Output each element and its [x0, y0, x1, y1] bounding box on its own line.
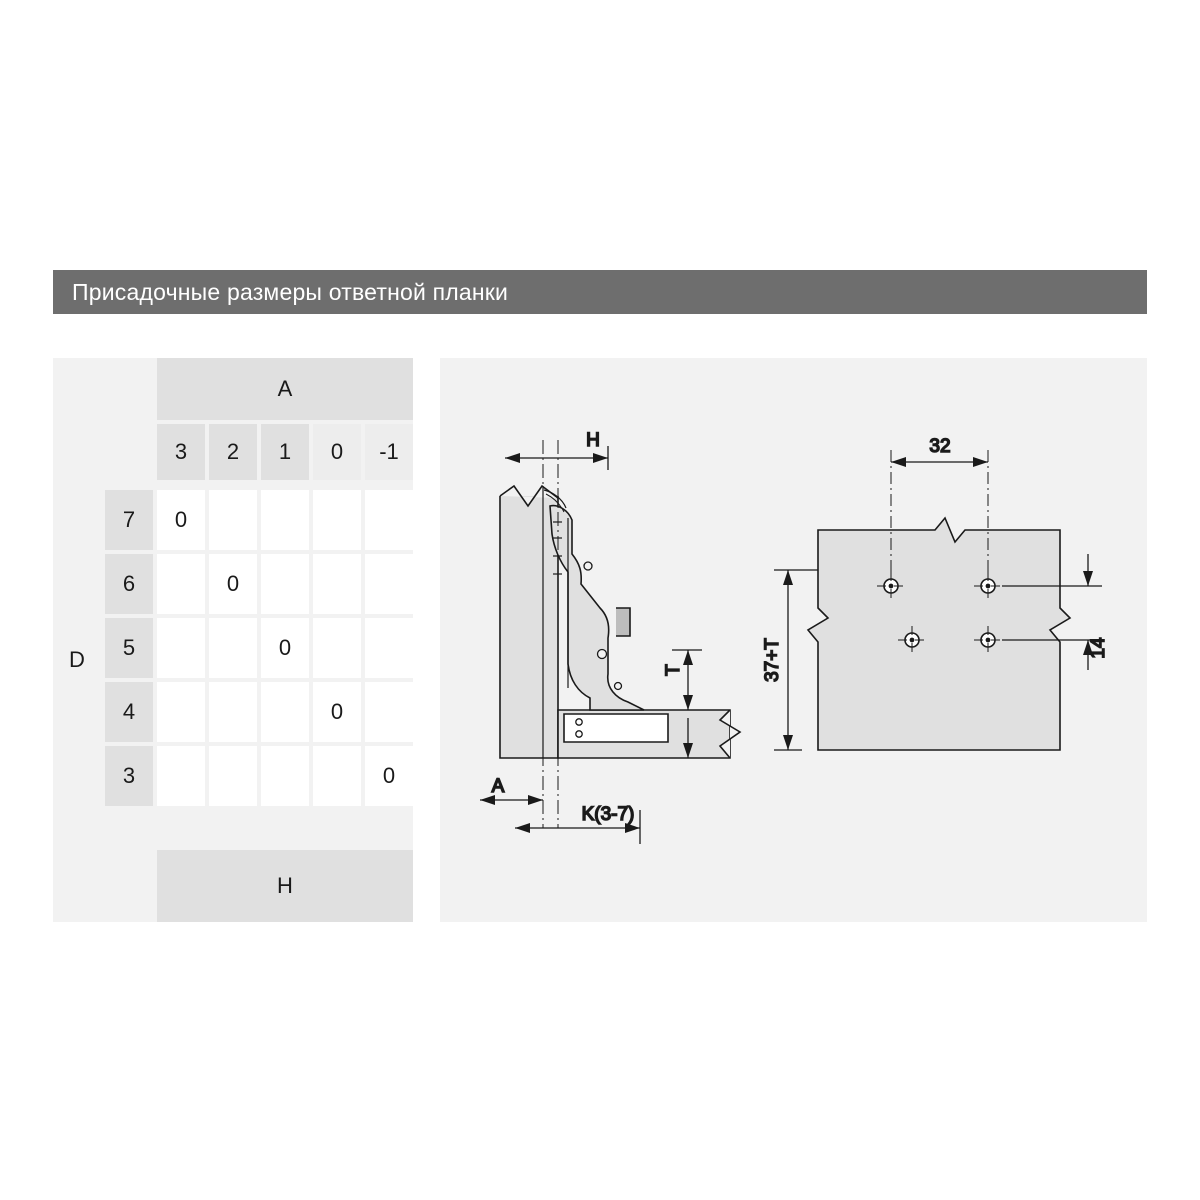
table-corner-empty — [53, 358, 153, 462]
table-bottom-label-h-text: H — [277, 873, 293, 898]
front-view-group — [762, 436, 1109, 750]
table-row-header-4 — [105, 746, 153, 806]
label-h-side: H — [586, 430, 600, 451]
table-row-header-0-label: 7 — [122, 507, 136, 532]
table-row-header-1 — [105, 554, 153, 614]
dimension-table — [53, 358, 413, 922]
table-row-header-0 — [105, 490, 153, 550]
table-cell — [209, 618, 257, 678]
table-cell — [157, 746, 205, 806]
table-row-header-3-label: 4 — [122, 699, 136, 724]
table-cell — [261, 746, 309, 806]
label-32: 32 — [929, 436, 951, 457]
table-col-header-4-label: -1 — [379, 439, 399, 464]
label-k-side: K(3-7) — [581, 804, 635, 825]
table-cell — [157, 490, 205, 550]
table-cell-value: 0 — [382, 763, 396, 788]
table-cell-value: 0 — [174, 507, 188, 532]
technical-drawing-svg — [440, 358, 1147, 922]
table-col-header-3-label: 0 — [330, 439, 344, 464]
table-cell — [209, 746, 257, 806]
table-cell — [157, 554, 205, 614]
table-cell — [365, 682, 413, 742]
table-row-group-d — [53, 490, 101, 830]
table-col-header-4 — [365, 424, 413, 480]
table-row-header-4-label: 3 — [122, 763, 136, 788]
technical-drawing-panel — [440, 358, 1147, 922]
section-title-bar — [53, 270, 1147, 314]
table-cell — [365, 490, 413, 550]
table-bottom-label-h — [157, 850, 413, 922]
table-cell — [209, 490, 257, 550]
table-cell — [313, 682, 361, 742]
table-bottom-corner — [53, 850, 153, 922]
table-cell — [313, 746, 361, 806]
table-cell — [365, 746, 413, 806]
table-cell-value: 0 — [226, 571, 240, 596]
table-cell — [313, 554, 361, 614]
table-cell — [209, 554, 257, 614]
table-cell — [209, 682, 257, 742]
table-col-group-a-label: A — [277, 376, 293, 401]
table-col-header-0-label: 3 — [174, 439, 188, 464]
table-row-group-d-label: D — [69, 647, 85, 672]
side-view-group — [480, 430, 740, 844]
table-row-header-3 — [105, 682, 153, 742]
table-col-group-a — [157, 358, 413, 420]
label-37-plus-t: 37+T — [762, 638, 783, 682]
table-row-header-1-label: 6 — [122, 571, 136, 596]
table-row-header-2-label: 5 — [122, 635, 136, 660]
table-col-header-2-label: 1 — [278, 439, 292, 464]
table-col-header-2 — [261, 424, 309, 480]
table-cell — [261, 554, 309, 614]
label-14: 14 — [1088, 637, 1109, 659]
table-cell-value: 0 — [278, 635, 292, 660]
table-cell — [261, 618, 309, 678]
table-cell — [157, 618, 205, 678]
table-cell — [313, 490, 361, 550]
label-a-side: A — [491, 776, 505, 797]
table-cell — [261, 682, 309, 742]
table-cell — [365, 554, 413, 614]
table-cell-value: 0 — [330, 699, 344, 724]
page-title: Присадочные размеры ответной планки — [72, 278, 509, 305]
table-col-header-3 — [313, 424, 361, 480]
table-row-header-2 — [105, 618, 153, 678]
table-cell — [365, 618, 413, 678]
table-cell — [157, 682, 205, 742]
table-col-header-1 — [209, 424, 257, 480]
label-t-side: T — [663, 664, 684, 676]
table-cell — [313, 618, 361, 678]
table-col-header-1-label: 2 — [226, 439, 240, 464]
table-cell — [261, 490, 309, 550]
table-col-header-0 — [157, 424, 205, 480]
